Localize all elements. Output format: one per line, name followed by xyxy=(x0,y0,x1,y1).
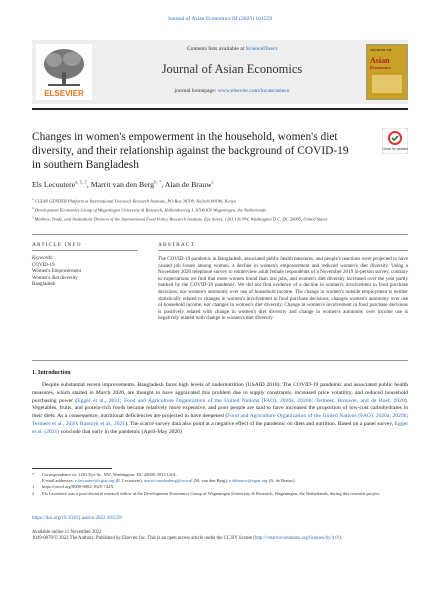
license-link[interactable]: http://creativecommons.org/licenses/by/4.0/ xyxy=(254,536,340,542)
doi-link[interactable]: https://doi.org/10.1016/j.asieco.2022.101559 xyxy=(32,516,122,521)
author-name[interactable]: Els Lecoutere xyxy=(32,180,76,189)
email-link[interactable]: a.debrauw@cgiar.org xyxy=(229,478,268,484)
elsevier-tree-logo xyxy=(36,44,92,100)
footnotes xyxy=(32,472,408,497)
affiliation-mark: b xyxy=(32,206,34,211)
article-title: Changes in women's empowerment in the household, women's diet diversity, and their relationship against the background of COVID-19 in southern Bangladesh xyxy=(32,131,349,171)
author-affiliation-marks[interactable]: b, * xyxy=(154,180,162,186)
cover-line2: Asian xyxy=(370,56,390,65)
intro-text: ; xyxy=(119,397,124,404)
footnote-text: (A. de Brauw). xyxy=(267,478,296,484)
divider xyxy=(32,250,138,251)
affiliation-mark: c xyxy=(32,215,34,220)
badge-label: Check for updates xyxy=(382,147,408,151)
homepage-link[interactable]: www.elsevier.com/locate/asieco xyxy=(217,88,290,94)
author-separator: , xyxy=(161,180,165,189)
footnote-mark: 2 xyxy=(32,490,35,496)
divider xyxy=(32,360,408,361)
author-name[interactable]: Alan de Brauw xyxy=(164,180,212,189)
available-online: Available online 11 November 2022 xyxy=(32,530,102,535)
email-link[interactable]: marrit.vandenberg@wur.nl xyxy=(143,478,193,484)
publisher-wordmark: ELSEVIER xyxy=(44,89,84,98)
footnote-divider xyxy=(32,468,112,469)
journal-cover[interactable] xyxy=(366,44,408,100)
check-for-updates-badge-icon[interactable] xyxy=(382,128,408,154)
footnote-text: Els Lecoutere was a post-doctoral research fellow at the Development Economics Group of Wageningen University & Research, Wageningen, the Netherlands, during this research project. xyxy=(42,490,381,496)
copyright-notice: 1049-0078/© 2022 The Authors. Published by Elsevier Inc. This is an open access article under the CC BY license (http://creativecommons.org/licenses/by/4.0/). xyxy=(32,536,342,542)
keyword: COVID-19 xyxy=(32,262,55,268)
cover-art xyxy=(372,75,402,93)
article-info-heading: ARTICLE INFO xyxy=(32,242,82,248)
citation-link[interactable]: Rasezyk et al., 2021 xyxy=(79,420,126,427)
footnote-item xyxy=(32,491,408,497)
affiliation-text: Development Economics Group of Wageningen University & Research, Hollandseweg 1, 6706 KN Wageningen, the Netherlands xyxy=(34,207,267,213)
author-list xyxy=(32,180,408,189)
contents-line: Contents lists available at ScienceDirect xyxy=(186,46,278,52)
cover-line1: JOURNAL OF xyxy=(370,48,392,52)
footnote-text: (E. Lecoutere), xyxy=(114,478,144,484)
abstract-heading: ABSTRACT xyxy=(158,242,195,248)
affiliation-text: CGIAR GENDER Platform at International Livestock Research Institute, PO Box 30709, Nairobi 00100, Kenya xyxy=(34,198,237,204)
footnote-text: (M. van den Berg), xyxy=(192,478,230,484)
intro-text: ; xyxy=(76,420,80,427)
keyword: Women's diet diversity xyxy=(32,275,78,281)
affiliation-item xyxy=(32,205,408,214)
intro-text: ; xyxy=(311,397,316,404)
footnote-mark: * xyxy=(32,472,35,477)
header-divider xyxy=(32,108,408,110)
section-heading-introduction: 1. Introduction xyxy=(32,370,71,376)
author-separator: , xyxy=(86,180,91,189)
footnote-mark: 1 xyxy=(32,484,35,490)
author-affiliation-marks[interactable]: c xyxy=(211,180,215,186)
citation-link[interactable]: Food and Agriculture Organization of the United Nations (FAO), 2020a, 2020b xyxy=(227,413,407,420)
sciencedirect-link[interactable]: ScienceDirect xyxy=(245,46,278,52)
introduction-paragraph xyxy=(32,382,408,437)
citation-link[interactable]: Termeer, Brouwer, and de Boef, 2020 xyxy=(315,397,405,404)
divider xyxy=(32,234,408,235)
journal-homepage: journal homepage: www.elsevier.com/locate/asieco xyxy=(174,88,290,94)
publication-info xyxy=(32,530,408,543)
footnote-text: https://orcid.org/0000-0002-1025-742X xyxy=(42,484,114,490)
footnote-text: Correspondence to: 1201 Eye St., NW, Washington, DC 20005-3915 USA. xyxy=(42,472,177,477)
footnote-text: E-mail addresses: xyxy=(42,478,75,484)
intro-text: Despite substantial recent improvements, Bangladesh faces high levels of undernutrition (USAID 2018). The COVID-19 pandemic and associated public health measures, which started in March 2020, are thought to have aggravated this problem due to supply constraints, increased price volatility, and reduced household purchasing power ( xyxy=(32,382,408,404)
abstract-text: The COVID-19 pandemic in Bangladesh, associated public health measures, and people's reactions were projected to have caused job losses among women, a decline in women's empowerment and reduced women's diet diversity. Using a November 2020 telephone survey to reinterview adult female respondents of a November 2019 in-person survey, contrary to expectations we find that more women found than lost jobs, and women's diet diversity increased over the year partly marked by the COVID-19 pandemic. We did not find evidence of a decline in women's involvement in food purchase decisions, nor women's autonomy over use of household income. The change in women's outside employment is neither statistically related to changes in women's involvement in food purchase decisions, changes women's autonomy over use of household income, nor changes in women's diet diversity. Change in women's involvement in food purchase decisions is positively related with change in women's diet diversity and change in women's autonomy over income use is negatively related with change in women's diet diversity. xyxy=(158,256,408,322)
citation-link[interactable]: Termeer et al., 2020 xyxy=(32,420,77,427)
author-affiliation-marks[interactable]: a, 1, 2 xyxy=(75,180,87,186)
affiliation-item xyxy=(32,196,408,205)
affiliation-item xyxy=(32,214,408,223)
keywords-block xyxy=(32,256,142,289)
journal-reference[interactable]: Journal of Asian Economics 84 (2023) 101559 xyxy=(167,16,273,22)
intro-text: conclude that early in the pandemic (April-May 2020) xyxy=(59,428,182,435)
affiliation-mark: a xyxy=(32,197,34,201)
cover-line3: Economics xyxy=(370,65,392,70)
keyword: Women's Empowerment xyxy=(32,269,81,275)
keywords-heading: Keywords: xyxy=(32,256,54,261)
citation-link[interactable]: Egger et al., 2021 xyxy=(77,397,120,404)
email-link[interactable]: e.lecoutere@cgiar.org xyxy=(75,478,115,484)
citation-link[interactable]: Egger et al. (2021) xyxy=(32,420,408,435)
intro-text: ). Vegetables, fruits, and protein-rich foods became relatively more expensive, and poor people are said to have increased the proportion of low-cost carbohydrates in their diets. As a consequence, nutritional deficiencies are projected to have deepened ( xyxy=(32,397,408,420)
citation-link[interactable]: Food and Agriculture Organization of the United Nations (FAO), 2020a, 2020b xyxy=(123,397,312,404)
divider xyxy=(158,250,408,251)
intro-text: ). The scarce survey data also point at a negative effect of the pandemic on diets and nutrition. Based on a panel survey, xyxy=(125,420,395,427)
affiliations xyxy=(32,196,408,223)
intro-text: ; xyxy=(406,413,408,420)
author-name[interactable]: Marrit van den Berg xyxy=(90,180,155,189)
keyword: Bangladesh xyxy=(32,282,56,288)
journal-title: Journal of Asian Economics xyxy=(161,62,303,76)
affiliation-text: Markets, Trade, and Institutions Division of the International Food Policy Research Institute, Eye Street, 1201 I St NW, Washington D.C. DC 20005, United States xyxy=(34,216,328,222)
